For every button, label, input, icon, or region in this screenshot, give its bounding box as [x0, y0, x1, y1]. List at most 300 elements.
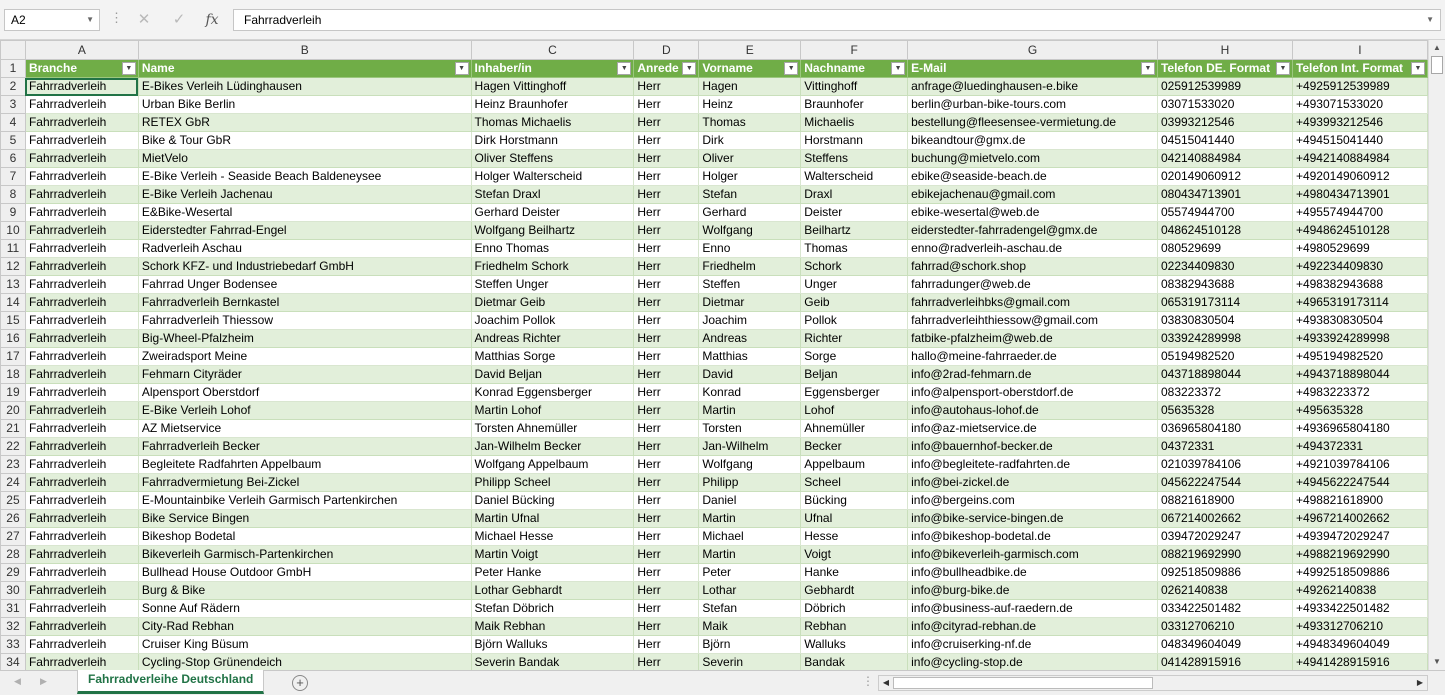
cell[interactable]: +4933422501482	[1292, 600, 1427, 618]
cell[interactable]: Fahrradverleih	[25, 654, 138, 671]
cell[interactable]: Urban Bike Berlin	[138, 96, 471, 114]
filter-dropdown-icon[interactable]: ▼	[122, 62, 136, 75]
cell[interactable]: +4939472029247	[1292, 528, 1427, 546]
cell[interactable]: +495194982520	[1292, 348, 1427, 366]
cell[interactable]: 025912539989	[1157, 78, 1292, 96]
cell[interactable]: Joachim	[699, 312, 801, 330]
cell[interactable]: Herr	[634, 438, 699, 456]
cell[interactable]: Wolfgang	[699, 222, 801, 240]
cell[interactable]: Joachim Pollok	[471, 312, 634, 330]
cell[interactable]: Fahrradverleih	[25, 528, 138, 546]
cell[interactable]: Zweiradsport Meine	[138, 348, 471, 366]
cell[interactable]: E&Bike-Wesertal	[138, 204, 471, 222]
cell[interactable]: 083223372	[1157, 384, 1292, 402]
cell[interactable]: info@bike-service-bingen.de	[908, 510, 1158, 528]
cell[interactable]: Fahrradverleih	[25, 582, 138, 600]
cell[interactable]: Oliver	[699, 150, 801, 168]
cell[interactable]: Herr	[634, 294, 699, 312]
cell[interactable]: Daniel	[699, 492, 801, 510]
cell[interactable]: Martin	[699, 546, 801, 564]
cell[interactable]: Martin	[699, 510, 801, 528]
cell[interactable]: Vittinghoff	[801, 78, 908, 96]
cell[interactable]: 088219692990	[1157, 546, 1292, 564]
cell[interactable]: info@az-mietservice.de	[908, 420, 1158, 438]
cell[interactable]: Lohof	[801, 402, 908, 420]
cell[interactable]: Bike & Tour GbR	[138, 132, 471, 150]
horizontal-scroll-thumb[interactable]	[893, 677, 1153, 689]
cell[interactable]: info@business-auf-raedern.de	[908, 600, 1158, 618]
row-number[interactable]: 27	[1, 528, 26, 546]
cell[interactable]: Herr	[634, 636, 699, 654]
column-header[interactable]: B	[138, 41, 471, 60]
cell[interactable]: Heinz	[699, 96, 801, 114]
cell[interactable]: Herr	[634, 78, 699, 96]
cell[interactable]: 04515041440	[1157, 132, 1292, 150]
column-header[interactable]: F	[801, 41, 908, 60]
cell[interactable]: Herr	[634, 510, 699, 528]
cell[interactable]: Martin	[699, 402, 801, 420]
cell[interactable]: Ufnal	[801, 510, 908, 528]
cell[interactable]: +4948349604049	[1292, 636, 1427, 654]
cell[interactable]: 05194982520	[1157, 348, 1292, 366]
row-number[interactable]: 17	[1, 348, 26, 366]
cell[interactable]: +493312706210	[1292, 618, 1427, 636]
column-header[interactable]: D	[634, 41, 699, 60]
scroll-down-icon[interactable]: ▼	[1429, 654, 1445, 670]
enter-icon[interactable]: ✓	[172, 11, 186, 28]
row-number[interactable]: 30	[1, 582, 26, 600]
column-header[interactable]: C	[471, 41, 634, 60]
cell[interactable]: Schork KFZ- und Industriebedarf GmbH	[138, 258, 471, 276]
cell[interactable]: 08382943688	[1157, 276, 1292, 294]
cell[interactable]: Unger	[801, 276, 908, 294]
cell[interactable]: Fahrradverleih	[25, 510, 138, 528]
cell[interactable]: Fahrradverleih	[25, 96, 138, 114]
row-number[interactable]: 8	[1, 186, 26, 204]
select-all-corner[interactable]	[1, 41, 26, 60]
prev-sheet-icon[interactable]: ◀	[14, 676, 21, 686]
cell[interactable]: Herr	[634, 204, 699, 222]
scroll-left-icon[interactable]: ◀	[882, 678, 890, 687]
cell[interactable]: AZ Mietservice	[138, 420, 471, 438]
row-number[interactable]: 32	[1, 618, 26, 636]
cell[interactable]: Wolfgang	[699, 456, 801, 474]
cell[interactable]: Martin Ufnal	[471, 510, 634, 528]
cell[interactable]: 020149060912	[1157, 168, 1292, 186]
header-cell[interactable]	[25, 60, 138, 78]
cell[interactable]: Fahrradverleih	[25, 600, 138, 618]
cell[interactable]: +4941428915916	[1292, 654, 1427, 671]
cell[interactable]: +4943718898044	[1292, 366, 1427, 384]
cell[interactable]: Torsten Ahnemüller	[471, 420, 634, 438]
row-number[interactable]: 9	[1, 204, 26, 222]
cell[interactable]: 0262140838	[1157, 582, 1292, 600]
row-number[interactable]: 18	[1, 366, 26, 384]
cell[interactable]: info@bauernhof-becker.de	[908, 438, 1158, 456]
cell[interactable]: Fahrradverleih	[25, 474, 138, 492]
cell[interactable]: Gebhardt	[801, 582, 908, 600]
cell[interactable]: info@cruiserking-nf.de	[908, 636, 1158, 654]
cell[interactable]: Konrad	[699, 384, 801, 402]
row-number[interactable]: 3	[1, 96, 26, 114]
cell[interactable]: Fahrradverleih Thiessow	[138, 312, 471, 330]
cell[interactable]: E-Bike Verleih - Seaside Beach Baldeneysee	[138, 168, 471, 186]
cell[interactable]: +498382943688	[1292, 276, 1427, 294]
cell[interactable]: Lothar	[699, 582, 801, 600]
column-header[interactable]: E	[699, 41, 801, 60]
cell[interactable]: Fahrradverleih	[25, 276, 138, 294]
cell[interactable]: Friedhelm	[699, 258, 801, 276]
cell[interactable]: Dietmar	[699, 294, 801, 312]
cell[interactable]: Daniel Bücking	[471, 492, 634, 510]
cell[interactable]: Herr	[634, 384, 699, 402]
cell[interactable]: Fahrradverleih	[25, 258, 138, 276]
cell[interactable]: fatbike-pfalzheim@web.de	[908, 330, 1158, 348]
row-number[interactable]: 6	[1, 150, 26, 168]
cell[interactable]: Scheel	[801, 474, 908, 492]
cell[interactable]: Herr	[634, 546, 699, 564]
cell[interactable]: RETEX GbR	[138, 114, 471, 132]
cell[interactable]: +494515041440	[1292, 132, 1427, 150]
cell[interactable]: Martin Lohof	[471, 402, 634, 420]
cell[interactable]: 092518509886	[1157, 564, 1292, 582]
cell[interactable]: +4925912539989	[1292, 78, 1427, 96]
cell[interactable]: +495574944700	[1292, 204, 1427, 222]
row-number[interactable]: 23	[1, 456, 26, 474]
row-number[interactable]: 10	[1, 222, 26, 240]
row-number[interactable]: 22	[1, 438, 26, 456]
cell[interactable]: Stefan Döbrich	[471, 600, 634, 618]
cell[interactable]: +4920149060912	[1292, 168, 1427, 186]
cell[interactable]: Beilhartz	[801, 222, 908, 240]
cell[interactable]: info@bikeshop-bodetal.de	[908, 528, 1158, 546]
cell[interactable]: Severin	[699, 654, 801, 671]
cell[interactable]: fahrradverleihbks@gmail.com	[908, 294, 1158, 312]
cell[interactable]: Becker	[801, 438, 908, 456]
cell[interactable]: info@2rad-fehmarn.de	[908, 366, 1158, 384]
cell[interactable]: Holger Walterscheid	[471, 168, 634, 186]
row-number[interactable]: 16	[1, 330, 26, 348]
cell[interactable]: Fahrradverleih	[25, 618, 138, 636]
cell[interactable]: Herr	[634, 240, 699, 258]
cell[interactable]: info@bergeins.com	[908, 492, 1158, 510]
tab-split-handle-icon[interactable]: ⋮	[862, 674, 874, 688]
cell[interactable]: Fahrradverleih	[25, 168, 138, 186]
cell[interactable]: +4980529699	[1292, 240, 1427, 258]
cell[interactable]: Bücking	[801, 492, 908, 510]
cell[interactable]: Enno	[699, 240, 801, 258]
cell[interactable]: Andreas	[699, 330, 801, 348]
cell[interactable]: 080529699	[1157, 240, 1292, 258]
cell[interactable]: +492234409830	[1292, 258, 1427, 276]
cell[interactable]: Matthias Sorge	[471, 348, 634, 366]
cell[interactable]: Philipp Scheel	[471, 474, 634, 492]
cell[interactable]: Herr	[634, 222, 699, 240]
cell[interactable]: Draxl	[801, 186, 908, 204]
cell[interactable]: buchung@mietvelo.com	[908, 150, 1158, 168]
cell[interactable]: Michaelis	[801, 114, 908, 132]
cell[interactable]: Steffens	[801, 150, 908, 168]
cell[interactable]: Fahrradverleih	[25, 348, 138, 366]
cell[interactable]: +494372331	[1292, 438, 1427, 456]
cell[interactable]: Herr	[634, 456, 699, 474]
cell[interactable]: eiderstedter-fahrradengel@gmx.de	[908, 222, 1158, 240]
cell[interactable]: ebikejachenau@gmail.com	[908, 186, 1158, 204]
cell[interactable]: 041428915916	[1157, 654, 1292, 671]
cell[interactable]: +4942140884984	[1292, 150, 1427, 168]
cell[interactable]: Herr	[634, 492, 699, 510]
cell[interactable]: Fahrradverleih	[25, 492, 138, 510]
cell[interactable]: Jan-Wilhelm Becker	[471, 438, 634, 456]
cell[interactable]: +4921039784106	[1292, 456, 1427, 474]
cell[interactable]: 04372331	[1157, 438, 1292, 456]
cell[interactable]: +4980434713901	[1292, 186, 1427, 204]
cell[interactable]: Dirk Horstmann	[471, 132, 634, 150]
cell[interactable]: Peter Hanke	[471, 564, 634, 582]
cell[interactable]: 03830830504	[1157, 312, 1292, 330]
cell[interactable]: enno@radverleih-aschau.de	[908, 240, 1158, 258]
cell[interactable]: Appelbaum	[801, 456, 908, 474]
column-header[interactable]: I	[1292, 41, 1427, 60]
cell[interactable]: ebike@seaside-beach.de	[908, 168, 1158, 186]
cell[interactable]: Voigt	[801, 546, 908, 564]
header-cell[interactable]	[908, 60, 1158, 78]
cell[interactable]: Fahrradverleih	[25, 438, 138, 456]
cell[interactable]: 033924289998	[1157, 330, 1292, 348]
cell[interactable]: Bikeshop Bodetal	[138, 528, 471, 546]
cell[interactable]: Herr	[634, 114, 699, 132]
next-sheet-icon[interactable]: ▶	[40, 676, 47, 686]
cell[interactable]: Cycling-Stop Grünendeich	[138, 654, 471, 671]
more-icon[interactable]: ⋮	[110, 10, 123, 25]
cell[interactable]: Schork	[801, 258, 908, 276]
filter-dropdown-icon[interactable]: ▼	[1141, 62, 1155, 75]
cell[interactable]: bikeandtour@gmx.de	[908, 132, 1158, 150]
cell[interactable]: Herr	[634, 96, 699, 114]
cell[interactable]: Herr	[634, 168, 699, 186]
cell[interactable]: Fahrradverleih	[25, 312, 138, 330]
header-cell[interactable]	[1292, 60, 1427, 78]
cell[interactable]: Fahrradverleih	[25, 420, 138, 438]
column-header[interactable]: A	[25, 41, 138, 60]
cell[interactable]: Heinz Braunhofer	[471, 96, 634, 114]
cell[interactable]: Begleitete Radfahrten Appelbaum	[138, 456, 471, 474]
cell[interactable]: Fahrradverleih	[25, 546, 138, 564]
cell[interactable]: E-Bike Verleih Jachenau	[138, 186, 471, 204]
cell[interactable]: Herr	[634, 474, 699, 492]
sheet-tab-active[interactable]: Fahrradverleihe Deutschland	[77, 670, 264, 694]
cell[interactable]: +49262140838	[1292, 582, 1427, 600]
cell[interactable]: Herr	[634, 132, 699, 150]
cell[interactable]: Sorge	[801, 348, 908, 366]
cell[interactable]: 03993212546	[1157, 114, 1292, 132]
row-number[interactable]: 4	[1, 114, 26, 132]
row-number[interactable]: 15	[1, 312, 26, 330]
cell[interactable]: Fahrradverleih Bernkastel	[138, 294, 471, 312]
filter-dropdown-icon[interactable]: ▼	[891, 62, 905, 75]
vertical-scroll-thumb[interactable]	[1431, 56, 1443, 74]
cell[interactable]: E-Mountainbike Verleih Garmisch Partenkirchen	[138, 492, 471, 510]
cell[interactable]: Fahrradverleih	[25, 294, 138, 312]
row-number[interactable]: 28	[1, 546, 26, 564]
cell[interactable]: info@cityrad-rebhan.de	[908, 618, 1158, 636]
header-cell[interactable]	[699, 60, 801, 78]
cell[interactable]: David	[699, 366, 801, 384]
header-cell[interactable]	[634, 60, 699, 78]
cell[interactable]: Fahrrad Unger Bodensee	[138, 276, 471, 294]
cell[interactable]: Horstmann	[801, 132, 908, 150]
header-cell[interactable]	[138, 60, 471, 78]
cell[interactable]: Bandak	[801, 654, 908, 671]
cell[interactable]: +4967214002662	[1292, 510, 1427, 528]
cell[interactable]: 048349604049	[1157, 636, 1292, 654]
row-number[interactable]: 20	[1, 402, 26, 420]
cell[interactable]: Stefan Draxl	[471, 186, 634, 204]
cell[interactable]: Beljan	[801, 366, 908, 384]
cell[interactable]: fahrrad@schork.shop	[908, 258, 1158, 276]
cell[interactable]: Fahrradverleih	[25, 78, 138, 96]
cell[interactable]: Hanke	[801, 564, 908, 582]
row-number[interactable]: 33	[1, 636, 26, 654]
cell[interactable]: +4936965804180	[1292, 420, 1427, 438]
cell[interactable]: Martin Voigt	[471, 546, 634, 564]
spreadsheet-grid[interactable]	[0, 40, 1428, 670]
cell[interactable]: Braunhofer	[801, 96, 908, 114]
cell[interactable]: Alpensport Oberstdorf	[138, 384, 471, 402]
cell[interactable]: Dirk	[699, 132, 801, 150]
cell[interactable]: 043718898044	[1157, 366, 1292, 384]
cell[interactable]: Fahrradverleih	[25, 204, 138, 222]
cell[interactable]: Michael	[699, 528, 801, 546]
cell[interactable]: Bikeverleih Garmisch-Partenkirchen	[138, 546, 471, 564]
cell[interactable]: Thomas Michaelis	[471, 114, 634, 132]
row-number[interactable]: 24	[1, 474, 26, 492]
cell[interactable]: 080434713901	[1157, 186, 1292, 204]
cell[interactable]: Fahrradverleih	[25, 402, 138, 420]
cell[interactable]: Herr	[634, 564, 699, 582]
cell[interactable]: info@autohaus-lohof.de	[908, 402, 1158, 420]
filter-dropdown-icon[interactable]: ▼	[784, 62, 798, 75]
row-number[interactable]: 13	[1, 276, 26, 294]
cell[interactable]: Eiderstedter Fahrrad-Engel	[138, 222, 471, 240]
cell[interactable]: Philipp	[699, 474, 801, 492]
cell[interactable]: Dietmar Geib	[471, 294, 634, 312]
cell[interactable]: Gerhard	[699, 204, 801, 222]
cell[interactable]: Björn Walluks	[471, 636, 634, 654]
filter-dropdown-icon[interactable]: ▼	[455, 62, 469, 75]
row-number[interactable]: 1	[1, 60, 26, 78]
cell[interactable]: Herr	[634, 654, 699, 671]
cell[interactable]: MietVelo	[138, 150, 471, 168]
cell[interactable]: Deister	[801, 204, 908, 222]
cell[interactable]: Bullhead House Outdoor GmbH	[138, 564, 471, 582]
cell[interactable]: Enno Thomas	[471, 240, 634, 258]
cell[interactable]: Fahrradverleih	[25, 186, 138, 204]
cell[interactable]: Herr	[634, 366, 699, 384]
cell[interactable]: 048624510128	[1157, 222, 1292, 240]
cell[interactable]: +4945622247544	[1292, 474, 1427, 492]
cell[interactable]: Hagen Vittinghoff	[471, 78, 634, 96]
cancel-icon[interactable]: ✕	[137, 11, 151, 28]
filter-dropdown-icon[interactable]: ▼	[1276, 62, 1290, 75]
cell[interactable]: Steffen	[699, 276, 801, 294]
cell[interactable]: +493071533020	[1292, 96, 1427, 114]
cell[interactable]: Friedhelm Schork	[471, 258, 634, 276]
cell[interactable]: Fahrradverleih	[25, 240, 138, 258]
cell[interactable]: 036965804180	[1157, 420, 1292, 438]
chevron-down-icon[interactable]: ▼	[86, 15, 94, 24]
cell[interactable]: Fahrradverleih Becker	[138, 438, 471, 456]
cell[interactable]: bestellung@fleesensee-vermietung.de	[908, 114, 1158, 132]
cell[interactable]: Michael Hesse	[471, 528, 634, 546]
expand-formula-icon[interactable]: ▼	[1426, 15, 1434, 24]
row-number[interactable]: 2	[1, 78, 26, 96]
cell[interactable]: ebike-wesertal@web.de	[908, 204, 1158, 222]
cell[interactable]: 039472029247	[1157, 528, 1292, 546]
cell[interactable]: Wolfgang Appelbaum	[471, 456, 634, 474]
filter-dropdown-icon[interactable]: ▼	[682, 62, 696, 75]
cell[interactable]: Geib	[801, 294, 908, 312]
column-header[interactable]: G	[908, 41, 1158, 60]
cell[interactable]: 05574944700	[1157, 204, 1292, 222]
cell[interactable]: 03071533020	[1157, 96, 1292, 114]
function-icon[interactable]: fx	[205, 12, 219, 28]
filter-dropdown-icon[interactable]: ▼	[617, 62, 631, 75]
cell[interactable]: Matthias	[699, 348, 801, 366]
cell[interactable]: Fehmarn Cityräder	[138, 366, 471, 384]
cell[interactable]: Maik Rebhan	[471, 618, 634, 636]
cell[interactable]: +4983223372	[1292, 384, 1427, 402]
cell[interactable]: 03312706210	[1157, 618, 1292, 636]
cell[interactable]: Andreas Richter	[471, 330, 634, 348]
cell[interactable]: hallo@meine-fahrraeder.de	[908, 348, 1158, 366]
cell[interactable]: Holger	[699, 168, 801, 186]
row-number[interactable]: 34	[1, 654, 26, 671]
scroll-right-icon[interactable]: ▶	[1416, 678, 1424, 687]
cell[interactable]: Fahrradverleih	[25, 222, 138, 240]
cell[interactable]: 05635328	[1157, 402, 1292, 420]
cell[interactable]: Ahnemüller	[801, 420, 908, 438]
cell[interactable]: Thomas	[801, 240, 908, 258]
row-number[interactable]: 25	[1, 492, 26, 510]
cell[interactable]: Pollok	[801, 312, 908, 330]
cell[interactable]: Herr	[634, 618, 699, 636]
row-number[interactable]: 26	[1, 510, 26, 528]
cell[interactable]: Peter	[699, 564, 801, 582]
cell[interactable]: Herr	[634, 276, 699, 294]
cell[interactable]: Herr	[634, 330, 699, 348]
cell[interactable]: Fahrradverleih	[25, 150, 138, 168]
cell[interactable]: Walluks	[801, 636, 908, 654]
row-number[interactable]: 7	[1, 168, 26, 186]
cell[interactable]: Radverleih Aschau	[138, 240, 471, 258]
cell[interactable]: +493830830504	[1292, 312, 1427, 330]
cell[interactable]: Gerhard Deister	[471, 204, 634, 222]
cell[interactable]: City-Rad Rebhan	[138, 618, 471, 636]
cell[interactable]: Steffen Unger	[471, 276, 634, 294]
cell[interactable]: info@cycling-stop.de	[908, 654, 1158, 671]
row-number[interactable]: 11	[1, 240, 26, 258]
cell[interactable]: info@bikeverleih-garmisch.com	[908, 546, 1158, 564]
cell[interactable]: Bike Service Bingen	[138, 510, 471, 528]
cell[interactable]: Björn	[699, 636, 801, 654]
row-number[interactable]: 14	[1, 294, 26, 312]
cell[interactable]: Fahrradverleih	[25, 330, 138, 348]
header-cell[interactable]	[1157, 60, 1292, 78]
header-cell[interactable]	[801, 60, 908, 78]
cell[interactable]: Hesse	[801, 528, 908, 546]
cell[interactable]: info@begleitete-radfahrten.de	[908, 456, 1158, 474]
